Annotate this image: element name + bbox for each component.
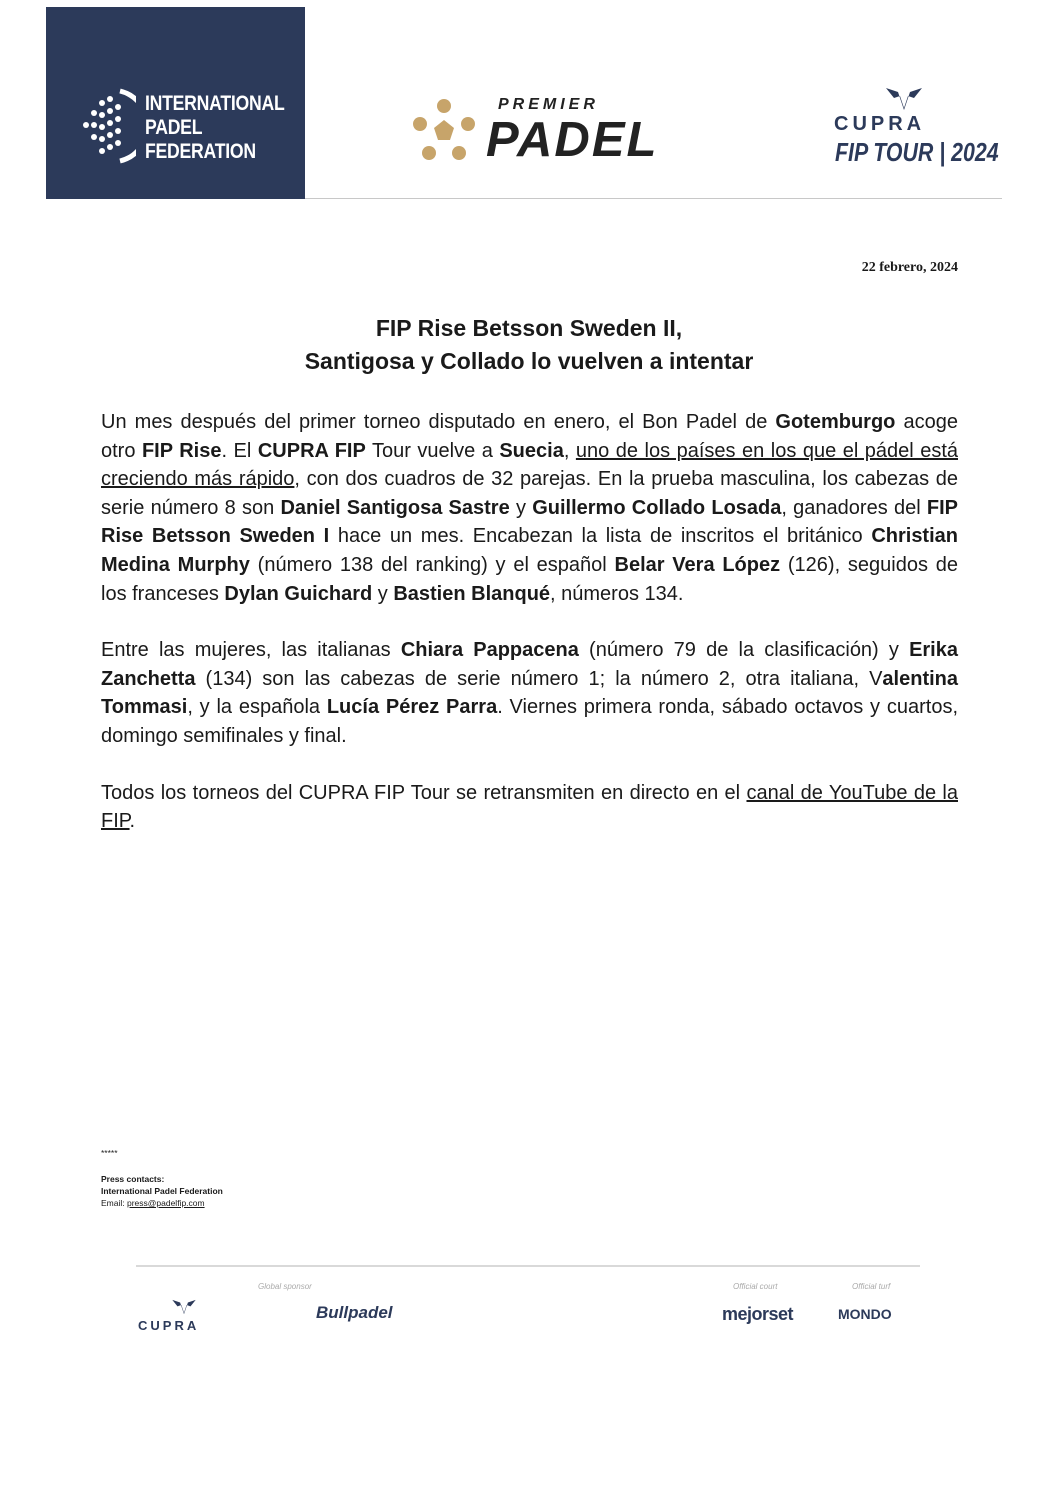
press-contacts-org: International Padel Federation	[101, 1186, 223, 1196]
press-contacts	[101, 1147, 223, 1209]
paragraph-1	[101, 408, 958, 608]
official-court-caption: Official court	[733, 1282, 778, 1291]
email-link[interactable]: press@padelfip.com	[126, 1198, 205, 1208]
header-divider	[305, 198, 1002, 199]
global-sponsor-caption: Global sponsor	[258, 1282, 312, 1291]
text-run: acoge otro	[101, 411, 958, 462]
underlined-text: uno de los países en los que el pádel está creciendo más rápido	[101, 439, 959, 491]
text-run: . El	[221, 439, 258, 462]
bold-text: Daniel Santigosa Sastre	[280, 496, 510, 519]
footer-cupra-emblem-icon	[171, 1298, 197, 1316]
paragraph-3	[101, 779, 958, 836]
ipf-line: INTERNATIONAL	[145, 92, 285, 115]
footer-bullpadel-logo: Bullpadel	[316, 1303, 393, 1322]
article-body	[101, 408, 958, 864]
ipf-wordmark	[145, 92, 284, 164]
footer-mondo-logo: MONDO	[838, 1306, 892, 1322]
bold-text: FIP Rise	[141, 439, 222, 462]
ipf-line: PADEL	[145, 116, 203, 139]
bold-text: Suecia	[499, 439, 564, 462]
title-line-2: Santigosa y Collado lo vuelven a intentar	[304, 348, 754, 374]
text-run: , y la española	[187, 696, 327, 719]
ipf-emblem-icon	[76, 85, 136, 165]
cupra-emblem-icon	[884, 86, 924, 112]
separator-stars: *****	[101, 1148, 118, 1158]
bold-text: Guillermo Collado Losada	[532, 496, 782, 519]
text-run: (134) son las cabezas de serie número 1; la número 2, otra italiana, V	[195, 667, 883, 690]
bold-text: FIP Rise Betsson Sweden I	[101, 496, 958, 548]
official-turf-caption: Official turf	[852, 1282, 891, 1291]
text-run: Tour vuelve a	[365, 439, 500, 462]
bold-text: Christian Medina Murphy	[101, 525, 958, 576]
bold-text: Dylan Guichard	[224, 582, 373, 605]
paragraph-2	[101, 636, 958, 750]
footer-divider	[136, 1265, 920, 1267]
text-run: , ganadores del	[781, 496, 927, 519]
bold-text: Lucía Pérez Parra	[326, 696, 498, 719]
footer-mejorset-logo: mejorset	[722, 1304, 794, 1324]
text-run: ,	[563, 439, 576, 462]
text-run: Todos los torneos del CUPRA FIP Tour se retransmiten en directo en el	[101, 781, 747, 804]
text-run: y	[509, 496, 533, 519]
youtube-channel-link[interactable]: canal de YouTube de la FIP	[101, 781, 958, 833]
text-run: Entre las mujeres, las italianas	[101, 639, 401, 662]
premier-padel-star-icon	[412, 98, 476, 162]
text-run: (126), seguidos de los franceses	[101, 553, 958, 605]
email-label: Email:	[101, 1198, 127, 1208]
text-run: hace un mes. Encabezan la lista de inscritos el británico	[329, 525, 872, 548]
bold-text: Gotemburgo	[775, 411, 896, 433]
ipf-logo	[46, 7, 305, 199]
ipf-line: FEDERATION	[145, 140, 256, 163]
fip-tour-2024: FIP TOUR | 2024	[835, 137, 999, 167]
bold-text: CUPRA FIP	[257, 439, 366, 462]
text-run: , con dos cuadros de 32 parejas. En la prueba masculina, los cabezas de serie número 8 son	[101, 468, 958, 519]
press-contacts-heading: Press contacts:	[101, 1174, 165, 1184]
text-run: Un mes después del primer torneo disputado en enero, el Bon Padel de	[101, 411, 776, 433]
bold-text: Belar Vera López	[614, 553, 781, 576]
bold-text: Bastien Blanqué	[393, 582, 551, 605]
page-header	[0, 0, 1058, 200]
title-line-1: FIP Rise Betsson Sweden II,	[375, 315, 683, 341]
text-run: (número 138 del ranking) y el español	[249, 553, 615, 576]
premier-label: PREMIER	[498, 96, 599, 113]
padel-wordmark: PADEL	[486, 113, 659, 167]
bold-text: Erika Zanchetta	[101, 639, 958, 690]
text-run: y	[372, 582, 394, 605]
text-run: , números 134.	[550, 582, 684, 605]
press-email-line	[101, 1197, 223, 1209]
footer-cupra-logo: CUPRA	[138, 1318, 200, 1333]
bold-text: alentina Tommasi	[101, 667, 958, 719]
text-run: . Viernes primera ronda, sábado octavos y cuartos, domingo semifinales y final.	[101, 696, 959, 747]
text-run: .	[129, 810, 136, 833]
cupra-wordmark: CUPRA	[834, 113, 926, 135]
bold-text: Chiara Pappacena	[400, 639, 579, 662]
text-run: (número 79 de la clasificación) y	[578, 639, 910, 662]
press-title	[100, 312, 958, 378]
press-date: 22 febrero, 2024	[861, 260, 958, 275]
